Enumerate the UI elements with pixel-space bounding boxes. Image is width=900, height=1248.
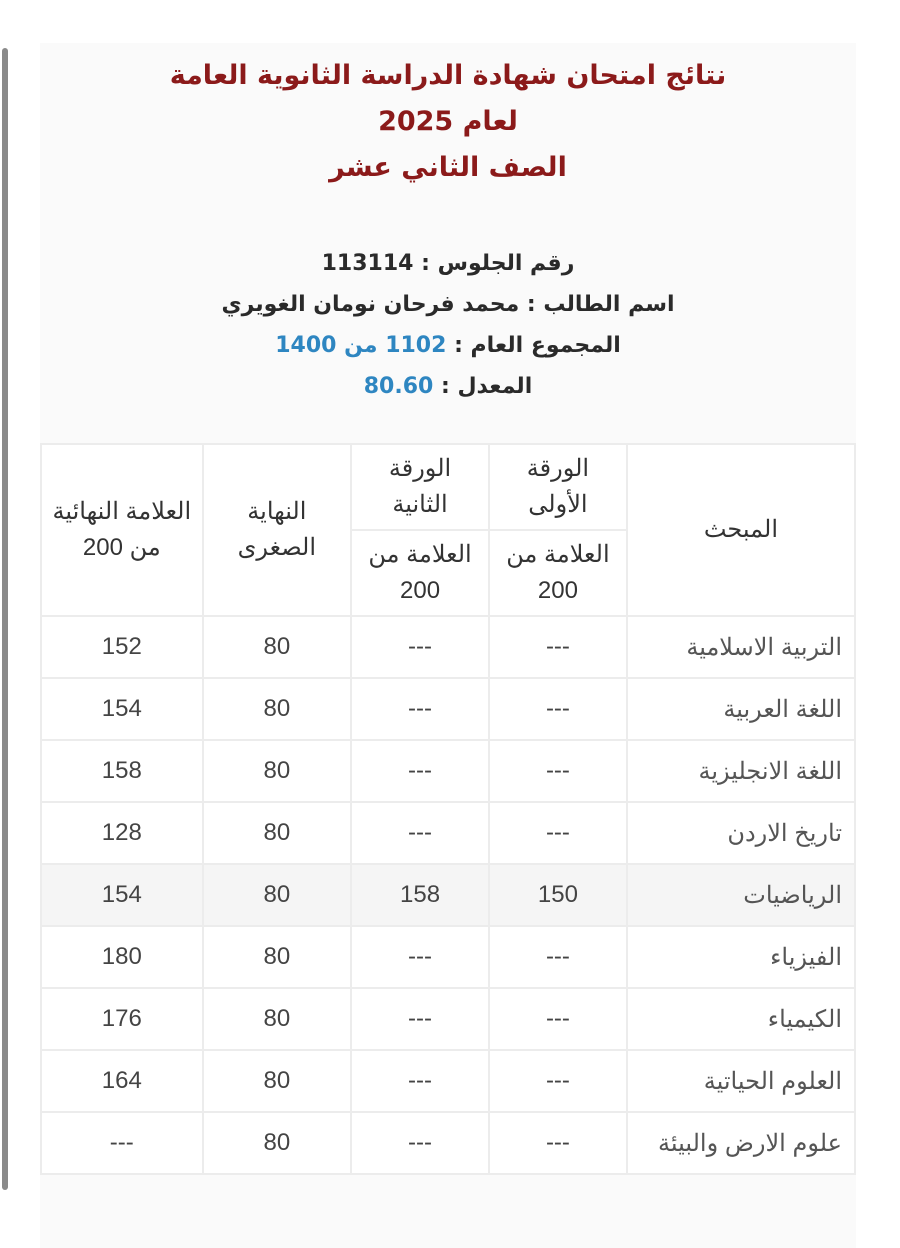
average-value: 80.60 [363,374,434,399]
cell-paper1: --- [489,678,627,740]
cell-subject: علوم الارض والبيئة [627,1112,855,1174]
cell-paper1: --- [489,616,627,678]
cell-paper2: --- [351,926,489,988]
student-name-line [40,284,856,325]
cell-paper2: --- [351,802,489,864]
student-info [40,243,856,407]
cell-subject: التربية الاسلامية [627,616,855,678]
cell-paper1: --- [489,1112,627,1174]
table-row [41,926,855,988]
header-min: النهاية الصغرى [203,444,352,616]
results-panel [40,43,856,1248]
page-title: نتائج امتحان شهادة الدراسة الثانوية العامة [169,60,727,91]
cell-final: 154 [41,864,203,926]
table-row [41,864,855,926]
total-value: 1102 من 1400 [275,333,447,358]
cell-final: 180 [41,926,203,988]
cell-paper1: --- [489,740,627,802]
cell-paper2: --- [351,740,489,802]
cell-min: 80 [203,864,352,926]
cell-final: 152 [41,616,203,678]
cell-final: 176 [41,988,203,1050]
student-name-label: اسم الطالب : [526,292,675,317]
cell-min: 80 [203,1112,352,1174]
cell-final: 154 [41,678,203,740]
cell-final: --- [41,1112,203,1174]
cell-paper1: --- [489,1050,627,1112]
table-row [41,1112,855,1174]
table-row [41,678,855,740]
header-final: العلامة النهائية من 200 [41,444,203,616]
header-paper2: الورقة الثانية [351,444,489,530]
cell-paper2: --- [351,1112,489,1174]
header-paper2-sub: العلامة من 200 [351,530,489,616]
cell-min: 80 [203,1050,352,1112]
total-line [40,325,856,366]
cell-paper2: --- [351,1050,489,1112]
results-header [40,43,856,191]
cell-paper2: --- [351,988,489,1050]
seat-number-label: رقم الجلوس : [421,251,575,276]
header-paper1-sub: العلامة من 200 [489,530,627,616]
table-row [41,988,855,1050]
grade-level: الصف الثاني عشر [329,152,567,183]
cell-min: 80 [203,616,352,678]
cell-paper1: --- [489,988,627,1050]
table-row [41,802,855,864]
cell-subject: الكيمياء [627,988,855,1050]
cell-subject: العلوم الحياتية [627,1050,855,1112]
table-row [41,740,855,802]
average-label: المعدل : [441,374,533,399]
cell-paper1: --- [489,802,627,864]
cell-subject: اللغة العربية [627,678,855,740]
total-label: المجموع العام : [454,333,621,358]
seat-number-line [40,243,856,284]
cell-paper1: --- [489,926,627,988]
cell-min: 80 [203,988,352,1050]
scrollbar[interactable] [2,48,8,1190]
cell-final: 158 [41,740,203,802]
cell-paper2: --- [351,678,489,740]
student-name-value: محمد فرحان نومان الغويري [221,292,520,317]
header-row [41,444,855,530]
cell-min: 80 [203,740,352,802]
cell-min: 80 [203,678,352,740]
table-row [41,1050,855,1112]
average-line [40,366,856,407]
cell-final: 128 [41,802,203,864]
table-row [41,616,855,678]
cell-min: 80 [203,802,352,864]
cell-subject: الفيزياء [627,926,855,988]
cell-subject: تاريخ الاردن [627,802,855,864]
exam-year: لعام 2025 [378,106,518,137]
results-table [40,443,856,1175]
header-paper1: الورقة الأولى [489,444,627,530]
cell-subject: اللغة الانجليزية [627,740,855,802]
cell-paper2: --- [351,616,489,678]
cell-final: 164 [41,1050,203,1112]
cell-min: 80 [203,926,352,988]
seat-number-value: 113114 [321,251,414,276]
cell-subject: الرياضيات [627,864,855,926]
cell-paper1: 150 [489,864,627,926]
header-subject: المبحث [627,444,855,616]
cell-paper2: 158 [351,864,489,926]
